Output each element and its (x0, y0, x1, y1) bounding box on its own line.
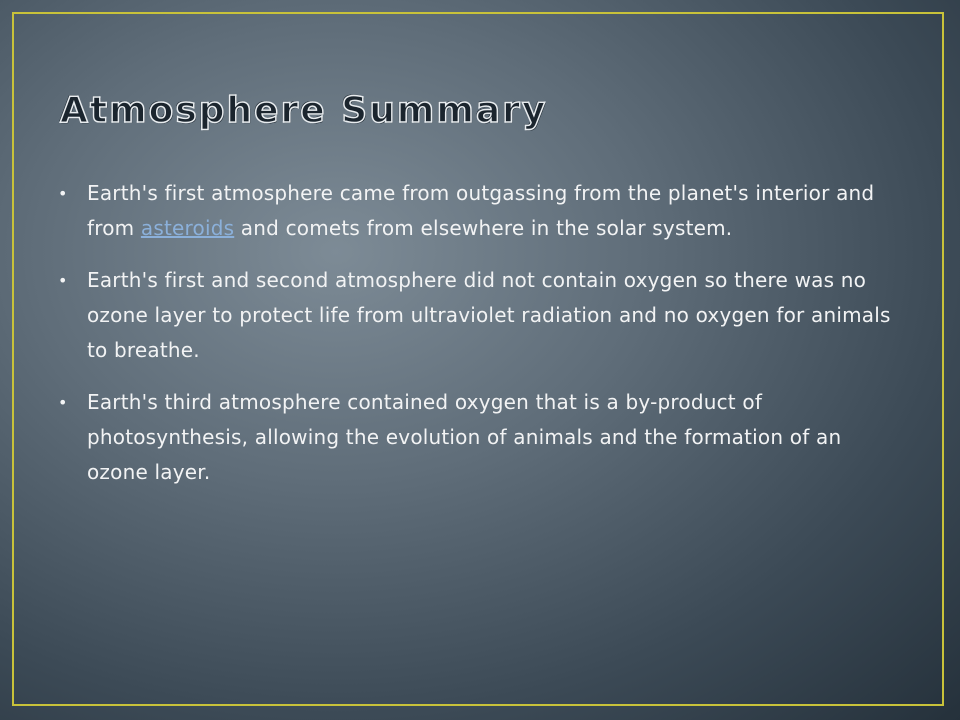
bullet-text: Earth's third atmosphere contained oxygen that is a by-product of photosynthesis, allowing the evolution of animals and the formation of an ozone layer. (87, 390, 842, 484)
bullet-dot-icon: • (58, 393, 68, 412)
bullet-list (56, 176, 906, 507)
bullet-text-after: and comets from elsewhere in the solar system. (234, 216, 733, 240)
bullet-text-before: Earth's first atmosphere came from outgassing from the planet's interior and from (87, 181, 875, 240)
bullet-item (56, 385, 906, 490)
bullet-item (56, 176, 906, 246)
bullet-item (56, 263, 906, 368)
asteroids-link[interactable]: asteroids (140, 216, 235, 240)
bullet-dot-icon: • (58, 271, 68, 290)
bullet-text: Earth's first and second atmosphere did not contain oxygen so there was no ozone layer to protect life from ultraviolet radiation and no oxygen for animals to breathe. (87, 268, 891, 362)
slide-title: Atmosphere Summary (60, 90, 548, 131)
bullet-dot-icon: • (58, 184, 68, 203)
